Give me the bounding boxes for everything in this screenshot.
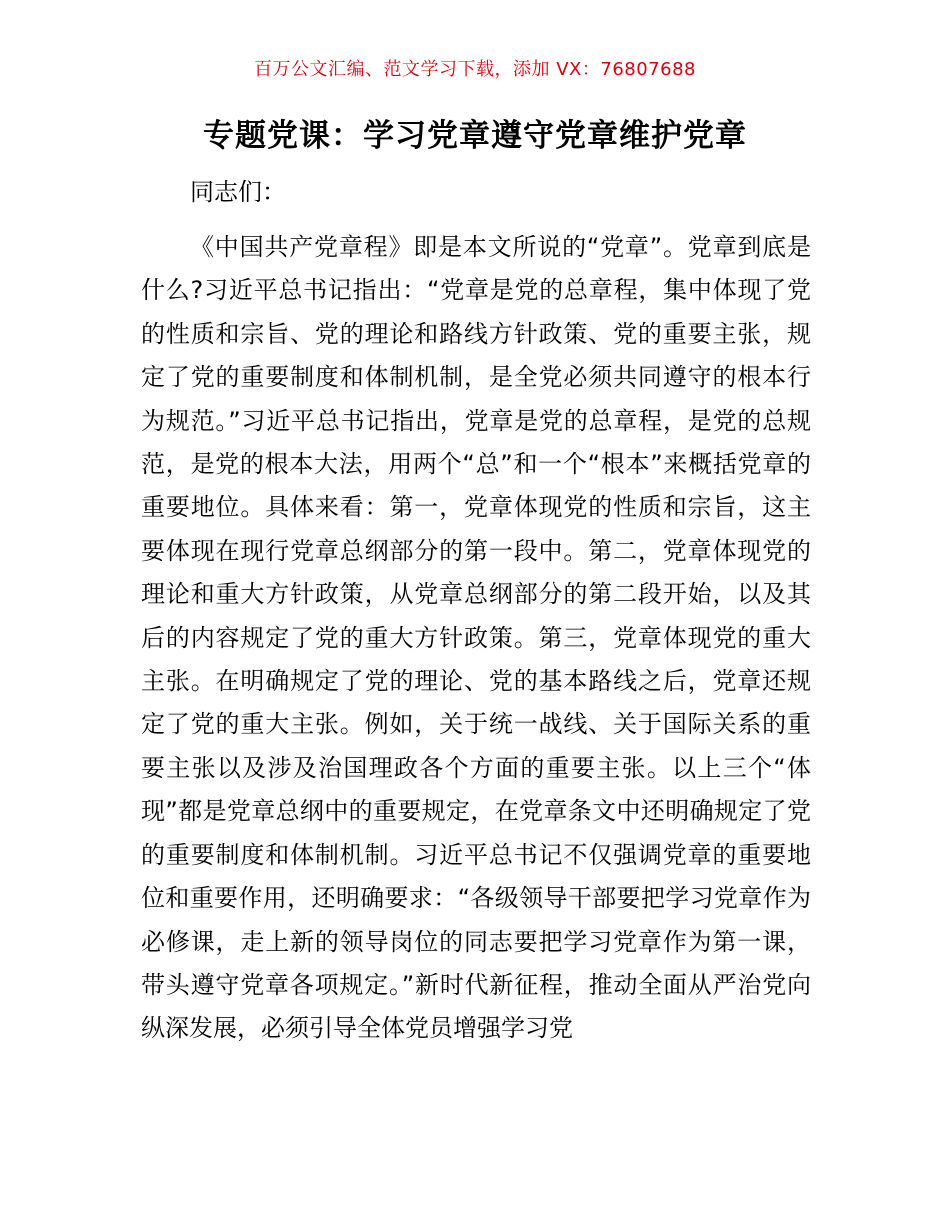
document-title: 专题党课：学习党章遵守党章维护党章 [203, 118, 747, 154]
body-paragraph: 《中国共产党章程》即是本文所说的“党章”。党章到底是什么?习近平总书记指出：“党章是党的总章程，集中体现了党的性质和宗旨、党的理论和路线方针政策、党的重要主张，规定了党的重要制度和体制机制，是全党必须共同遵守的根本行为规范。”习近平总书记指出，党章是党的总章程，是党的总规范，是党的根本大法，用两个“总”和一个“根本”来概括党章的重要地位。具体来看：第一，党章体现党的性质和宗旨，这主要体现在现行党章总纲部分的第一段中。第二，党章体现党的理论和重大方针政策，从党章总纲部分的第二段开始，以及其后的内容规定了党的重大方针政策。第三，党章体现党的重大主张。在明确规定了党的理论、党的基本路线之后，党章还规定了党的重大主张。例如，关于统一战线、关于国际关系的重要主张以及涉及治国理政各个方面的重要主张。以上三个“体现”都是党章总纲中的重要规定，在党章条文中还明确规定了党的重要制度和体制机制。习近平总书记不仅强调党章的重要地位和重要作用，还明确要求：“各级领导干部要把学习党章作为必修课，走上新的领导岗位的同志要把学习党章作为第一课，带头遵守党章各项规定。”新时代新征程，推动全面从严治党向纵深发展，必须引导全体党员增强学习党 [141, 233, 811, 1043]
header-banner: 百万公文汇编、范文学习下载，添加 VX：76807688 [254, 59, 696, 80]
salutation: 同志们： [190, 178, 286, 206]
